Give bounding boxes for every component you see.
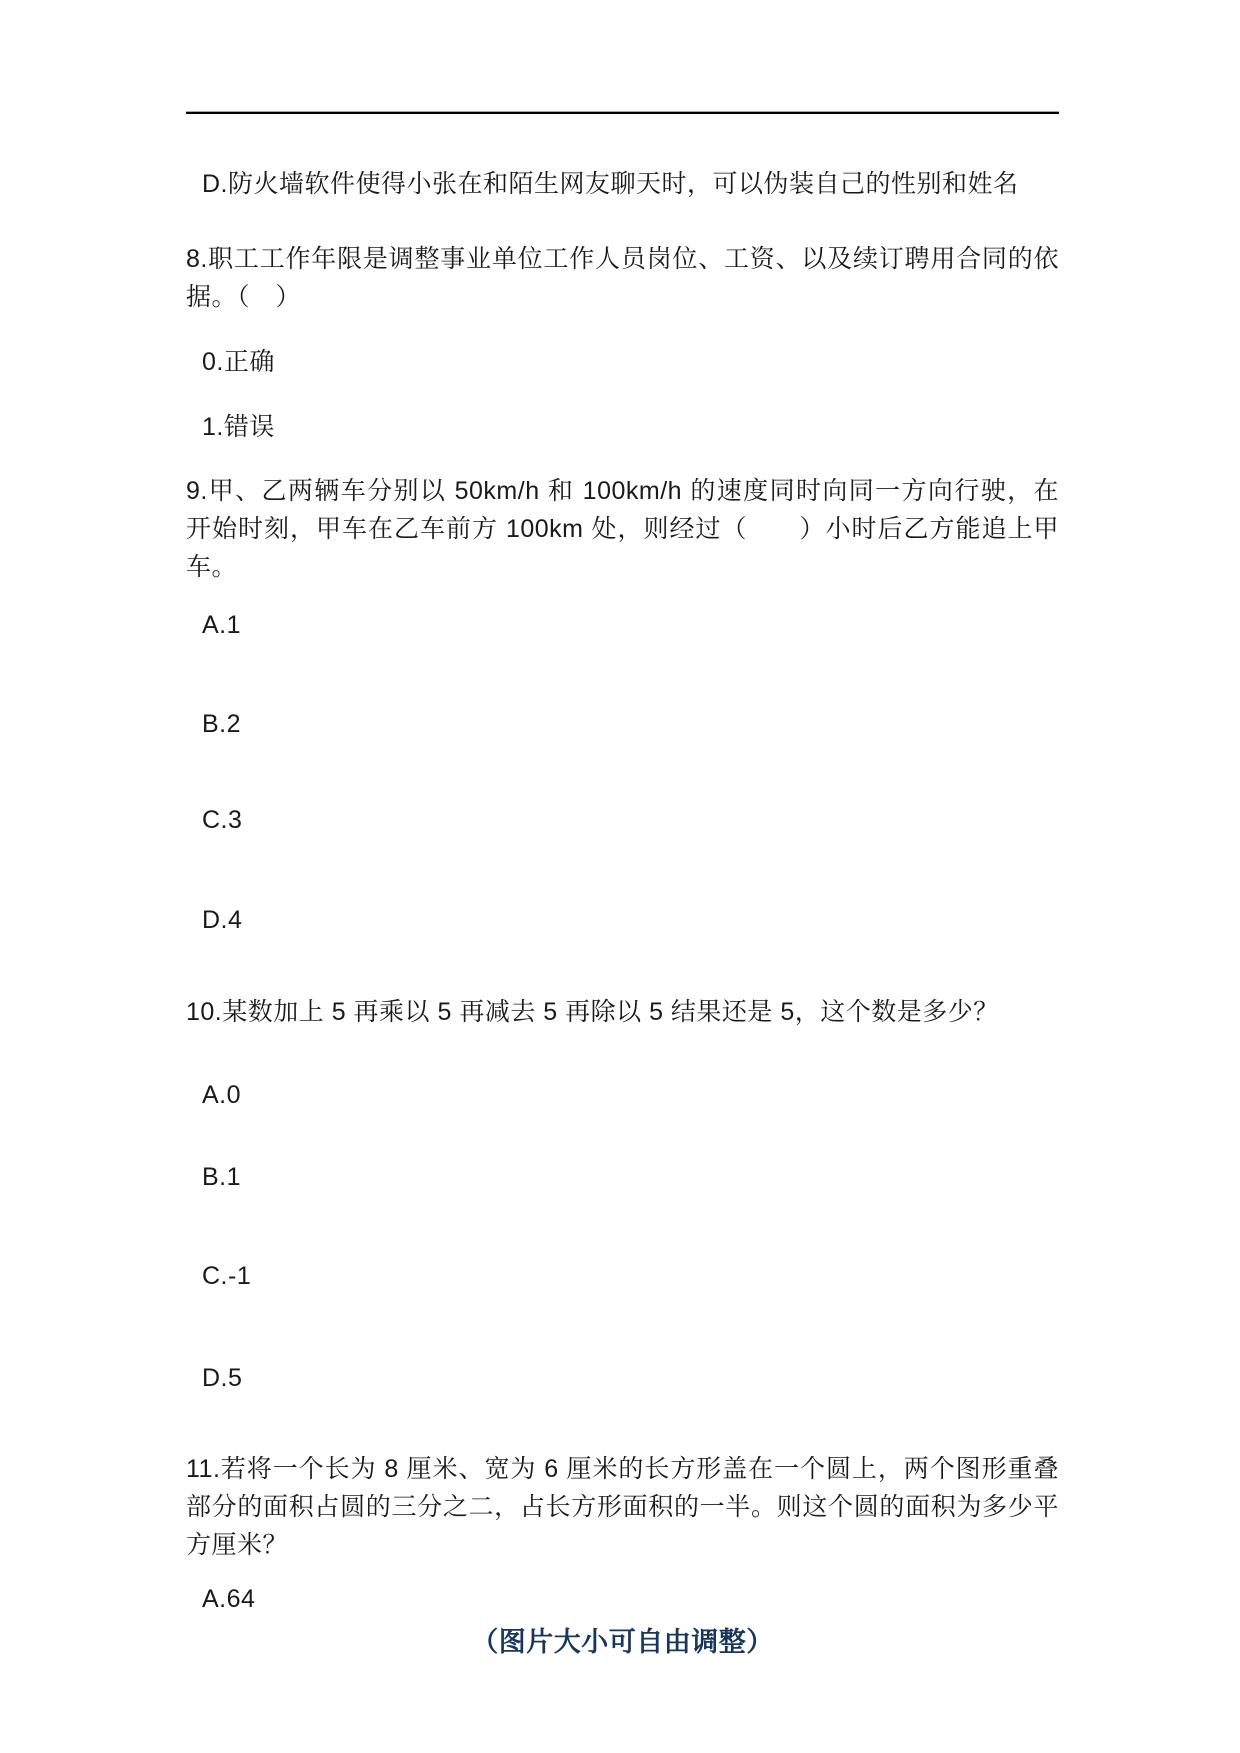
option-line-d-firewall: D.防火墙软件使得小张在和陌生网友聊天时，可以伪装自己的性别和姓名 — [202, 170, 1019, 198]
question-9-option-d: D.4 — [202, 906, 243, 934]
question-10-text: 10.某数加上 5 再乘以 5 再减去 5 再除以 5 结果还是 5，这个数是多少？ — [186, 998, 999, 1026]
header-divider-rule — [186, 111, 1059, 114]
question-10-option-b: B.1 — [202, 1163, 242, 1191]
question-11-option-a: A.64 — [202, 1585, 256, 1613]
content-column — [186, 111, 1059, 1662]
question-10-option-c: C.-1 — [202, 1262, 252, 1290]
footer-resize-note: （图片大小可自由调整） — [471, 1627, 774, 1657]
question-10-option-a: A.0 — [202, 1081, 242, 1109]
question-11-text: 11.若将一个长为 8 厘米、宽为 6 厘米的长方形盖在一个圆上，两个图形重叠部分的面积占圆的三分之二，占长方形面积的一半。则这个圆的面积为多少平方厘米？ — [186, 1455, 1059, 1559]
question-8-text: 8.职工工作年限是调整事业单位工作人员岗位、工资、以及续订聘用合同的依据。（ ） — [186, 245, 1059, 311]
question-8-option-0: 0.正确 — [202, 348, 275, 376]
question-9-option-a: A.1 — [202, 611, 242, 639]
question-9-text: 9.甲、乙两辆车分别以 50km/h 和 100km/h 的速度同时向同一方向行驶，在开始时刻，甲车在乙车前方 100km 处，则经过（ ）小时后乙方能追上甲车。 — [186, 477, 1059, 581]
question-9-option-c: C.3 — [202, 806, 243, 834]
question-9-option-b: B.2 — [202, 710, 242, 738]
question-10-option-d: D.5 — [202, 1364, 243, 1392]
question-8-option-1: 1.错误 — [202, 413, 275, 441]
